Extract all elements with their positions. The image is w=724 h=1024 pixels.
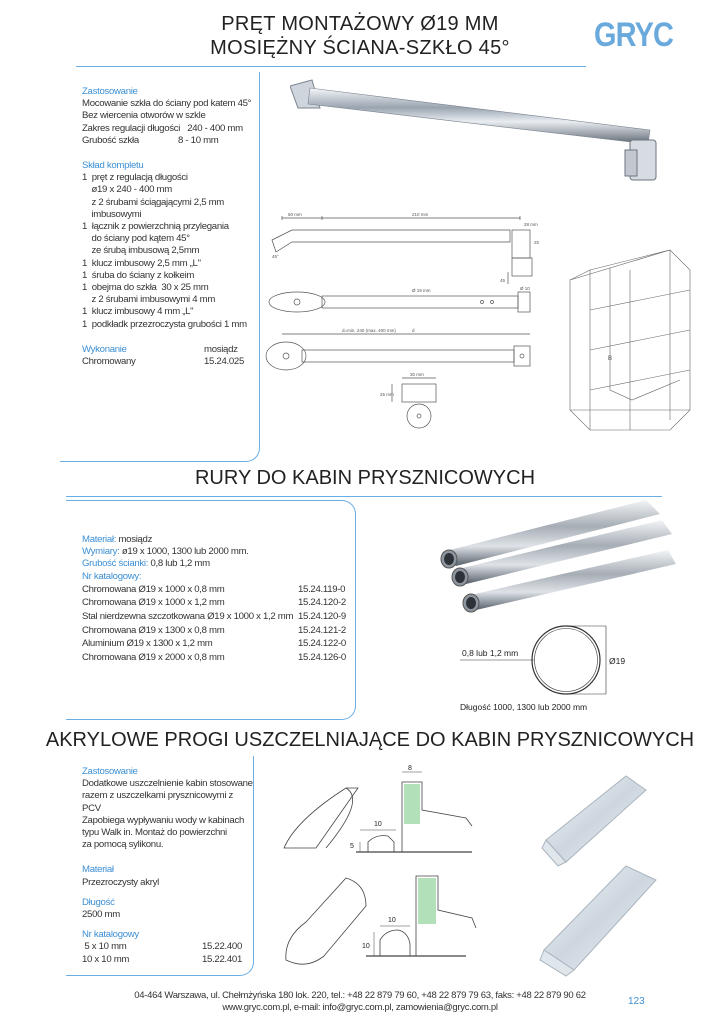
svg-text:45°: 45° [272,254,279,259]
catalog-code: 15.24.126-0 [298,651,346,663]
page-title [180,12,540,60]
section2-title: RURY DO KABIN PRYSZNICOWYCH [194,467,536,489]
footer-line-1: 04-464 Warszawa, ul. Chełmżyńska 180 lok. 220, tel.: +48 22 879 79 60, +48 22 879 79 63, faks: +48 22 879 90 62 [134,990,586,1001]
threshold-photos [536,770,686,990]
text-line: typu Walk in. Montaż do powierzchni [82,827,227,839]
shower-cabin-drawing [560,240,700,440]
catalog-code: 15.24.120-9 [298,611,346,622]
page-number: 123 [628,996,645,1007]
svg-text:8: 8 [408,765,412,772]
finish-row: Chromowany 15.24.025 [82,356,244,368]
catalog-row [82,583,350,597]
text-line: 1 klucz imbusowy 2,5 mm „L" [82,257,201,269]
section3-title: AKRYLOWE PROGI USZCZELNIAJĄCE DO KABIN PRYSZNICOWYCH [45,729,695,751]
sklad-list [82,172,262,331]
svg-text:B: B [608,356,613,362]
catalog-list-3 [82,941,254,965]
catalog-row [82,596,350,610]
svg-text:60 mm: 60 mm [288,212,302,217]
section2-rule [66,496,662,497]
text-line: ze śrubą imbusową 2,5mm [82,245,200,257]
svg-text:Ø 10: Ø 10 [520,286,530,291]
text-line: Mocowanie szkła do ściany pod katem 45° [82,98,252,110]
svg-text:d: d [412,328,415,333]
text-line: 1 pręt z regulacją długości [82,172,188,184]
catalog-row [82,954,254,966]
catalog-name: 10 x 10 mm [82,953,130,965]
catalog-code: 15.22.401 [202,953,242,965]
svg-text:45: 45 [500,278,506,283]
catalog-code: 15.24.122-0 [298,638,346,650]
svg-text:25: 25 [534,240,540,245]
label-zastosowanie: Zastosowanie [82,86,138,97]
text-line: z 2 śrubami imbusowymi 4 mm [82,294,216,306]
text-line: Zapobiega wypływaniu wody w kabinach [82,814,244,826]
catalog-row [82,651,350,665]
material-row: Materiał: mosiądz [82,534,153,545]
svg-text:10: 10 [374,821,382,828]
tubes-photo [436,500,676,620]
label-material-3: Materiał [82,864,114,876]
header-rule [76,66,586,67]
catalog-code: 15.24.119-0 [298,583,346,595]
wymiary-row: Wymiary: ø19 x 1000, 1300 lub 2000 mm. [82,546,249,558]
svg-text:25 mm: 25 mm [380,392,394,397]
text-line: imbusowymi [82,208,142,220]
label-nr-3: Nr katalogowy [82,929,139,941]
svg-text:10: 10 [388,917,396,924]
title-line-1: PRĘT MONTAŻOWY Ø19 MM [221,13,499,35]
zastosowanie-text [82,98,262,122]
catalog-name: 5 x 10 mm [82,941,127,953]
material-value-3: Przezroczysty akryl [82,876,159,888]
svg-text:5: 5 [350,843,354,850]
svg-text:Długość 1000, 1300 lub 2000 mm: Długość 1000, 1300 lub 2000 mm [460,702,588,712]
grubosc-row: Grubość szkła 8 - 10 mm [82,134,219,146]
text-line: 1 śruba do ściany z kołkeim [82,269,195,281]
catalog-row [82,610,350,624]
text-line: Bez wiercenia otworów w szkle [82,110,206,122]
catalog-code: 15.22.400 [202,941,242,953]
catalog-code: 15.24.120-2 [298,597,346,609]
text-line: razem z uszczelkami prysznicowymi z PCV [82,790,234,814]
text-line: ø19 x 240 - 400 mm [82,184,172,196]
catalog-row [82,941,254,953]
spec-panel-2 [82,534,350,664]
catalog-code: 15.24.121-2 [298,624,346,636]
threshold-drawings [276,760,526,980]
tube-cross-section [456,624,656,716]
svg-text:10: 10 [362,943,370,950]
label-sklad: Skład kompletu [82,160,144,172]
text-line: 1 podkładk przezroczysta grubości 1 mm [82,318,247,330]
svg-text:210 mm: 210 mm [412,212,429,217]
label-zastosowanie-3: Zastosowanie [82,766,138,777]
text-line: 1 obejma do szkła 30 x 25 mm [82,282,209,294]
catalog-name: Chromowana Ø19 x 2000 x 0,8 mm [82,651,225,663]
catalog-name: Chromowana Ø19 x 1000 x 0,8 mm [82,583,225,595]
zakres-row: Zakres regulacji długości 240 - 400 mm [82,122,243,134]
spec-panel-1 [82,86,262,368]
text-line: za pomocą sylikonu. [82,839,164,851]
catalog-name: Stal nierdzewna szczotkowana Ø19 x 1000 x 1,2 mm [82,611,294,622]
title-line-2: MOSIĘŻNY ŚCIANA-SZKŁO 45° [210,37,510,59]
spec-panel-3 [82,766,254,966]
text-line: z 2 śrubami ściągającymi 2,5 mm [82,196,224,208]
rod-technical-drawing [262,212,552,442]
grubosc-row: Grubość ścianki: 0,8 lub 1,2 mm [82,558,210,570]
text-line: 1 klucz imbusowy 4 mm „L" [82,306,194,318]
catalog-row [82,624,350,638]
svg-text:Ø 19 mm: Ø 19 mm [412,288,431,293]
footer-line-2: www.gryc.com.pl, e-mail: info@gryc.com.pl, zamowienia@gryc.com.pl [222,1002,498,1013]
text-line: Dodatkowe uszczelnienie kabin stosowane [82,778,253,790]
svg-text:0,8 lub 1,2 mm: 0,8 lub 1,2 mm [462,648,519,658]
gryc-logo: GRYC [594,16,674,54]
svg-text:Ø19: Ø19 [609,656,626,666]
catalog-row [82,637,350,651]
footer-address [80,990,640,1014]
dlugosc-value: 2500 mm [82,909,120,921]
svg-text:30 mm: 30 mm [410,372,424,377]
catalog-name: Chromowana Ø19 x 1000 x 1,2 mm [82,597,225,609]
label-dlugosc: Długość [82,896,115,908]
catalog-name: Chromowana Ø19 x 1300 x 0,8 mm [82,624,225,636]
svg-text:d=min. 240 (max. 400 mm): d=min. 240 (max. 400 mm) [342,328,396,333]
catalog-list [82,583,350,665]
wykonanie-row: Wykonanie mosiądz [82,343,238,355]
zastosowanie-text-3 [82,778,254,851]
text-line: do ściany pod kątem 45° [82,233,190,245]
catalog-name: Aluminium Ø19 x 1300 x 1,2 mm [82,638,213,650]
rod-photo [290,78,670,188]
svg-text:28 mm: 28 mm [524,222,538,227]
nr-label: Nr katalogowy: [82,570,142,582]
text-line: 1 łącznik z powierzchnią przylegania [82,221,229,233]
